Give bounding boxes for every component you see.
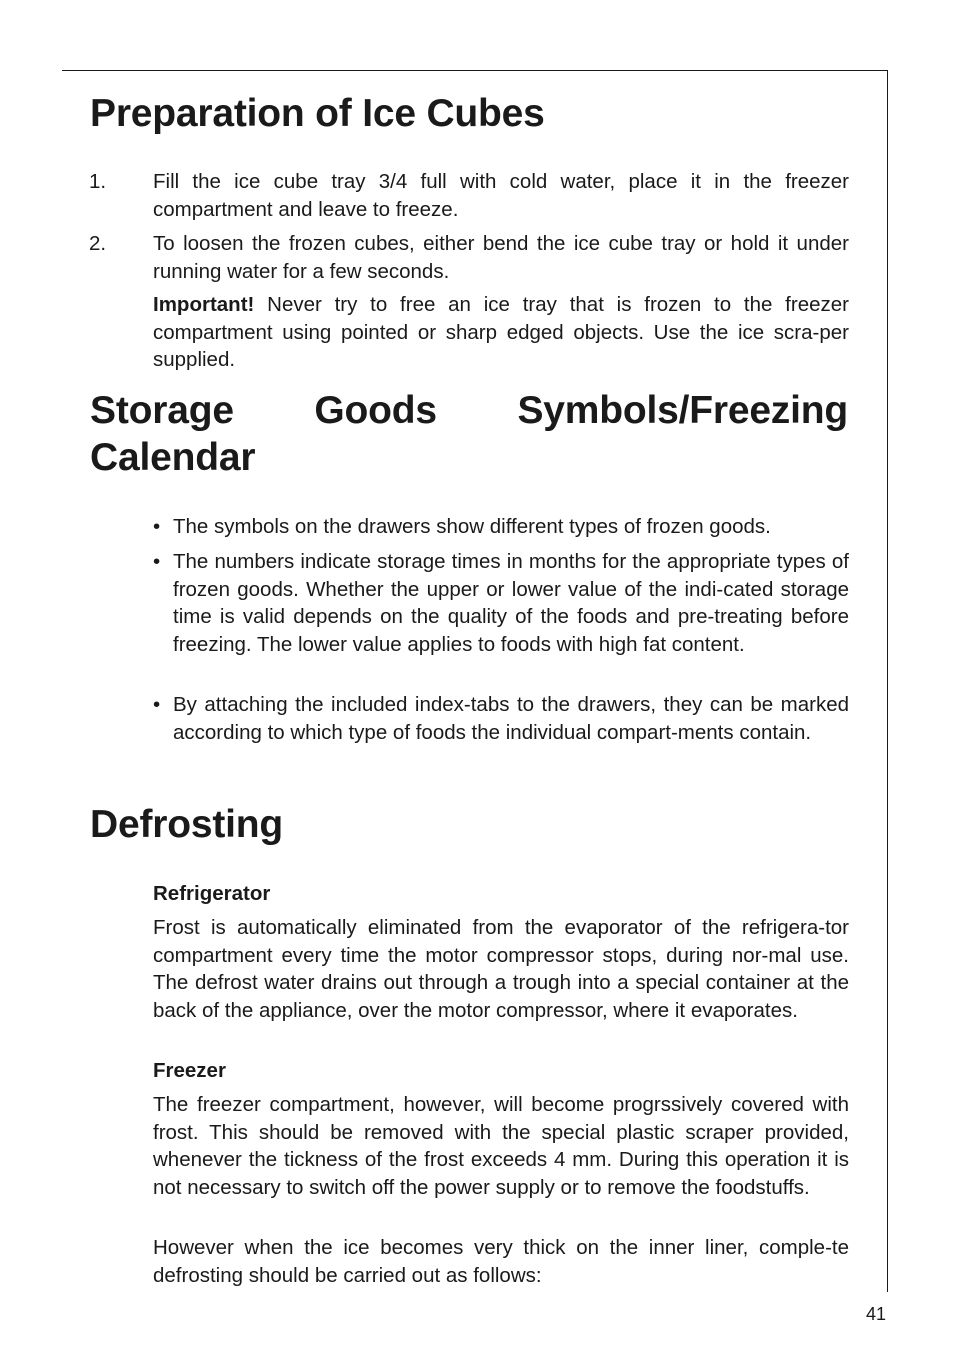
step-number: 1. (89, 170, 107, 193)
page-number: 41 (865, 1304, 886, 1324)
bullet-item (153, 513, 849, 541)
section-title-storage-symbols: Storage Goods Symbols/Freezing Calendar (90, 389, 848, 479)
step-text: To loosen the frozen cubes, either bend the ice cube tray or hold it under running water for a few seconds. (153, 232, 849, 283)
important-note (153, 291, 849, 374)
section-title-ice-cubes: Preparation of Ice Cubes (90, 92, 545, 135)
step-number: 2. (89, 232, 107, 255)
step-text: Fill the ice cube tray 3/4 full with cold water, place it in the freezer compartment and leave to freeze. (153, 170, 849, 221)
bullet-marker: • (153, 515, 161, 538)
important-text: Never try to free an ice tray that is frozen to the freezer compartment using pointed or sharp edged objects. Use the ice scra-per supplied. (153, 293, 849, 371)
section-title-defrosting: Defrosting (90, 803, 284, 846)
bullet-item (153, 548, 849, 658)
important-label: Important! (153, 293, 255, 316)
page-frame-right-rule (887, 70, 888, 1292)
thick-ice-paragraph: However when the ice becomes very thick on the inner liner, comple-te defrosting should be carried out as follows: (153, 1236, 849, 1287)
bullet-text: The numbers indicate storage times in months for the appropriate types of frozen goods. Whether the upper or lower value of the indi-cated storage time is valid depends on the quality of the foods and pre-treating before freezing. The lower value applies to foods with high fat content. (173, 550, 849, 656)
page-frame-top-rule (62, 70, 888, 71)
bullet-marker: • (153, 693, 161, 716)
bullet-marker: • (153, 550, 161, 573)
bullet-item (153, 691, 849, 746)
subheading-freezer: Freezer (153, 1059, 226, 1082)
bullet-text: The symbols on the drawers show different types of frozen goods. (173, 515, 771, 538)
bullet-text: By attaching the included index-tabs to the drawers, they can be marked according to which type of foods the individual compart-ments contain. (173, 693, 849, 744)
subheading-refrigerator: Refrigerator (153, 882, 271, 905)
refrigerator-paragraph: Frost is automatically eliminated from the evaporator of the refrigera-tor compartment every time the motor compressor stops, during nor-mal use. The defrost water drains out through a trough into a special container at the back of the appliance, over the motor compressor, where it evaporates. (153, 916, 849, 1022)
freezer-paragraph: The freezer compartment, however, will become progrssively covered with frost. This should be removed with the special plastic scraper provided, whenever the tickness of the frost exceeds 4 mm. During this operation it is not necessary to switch off the power supply or to remove the foodstuffs. (153, 1093, 849, 1199)
